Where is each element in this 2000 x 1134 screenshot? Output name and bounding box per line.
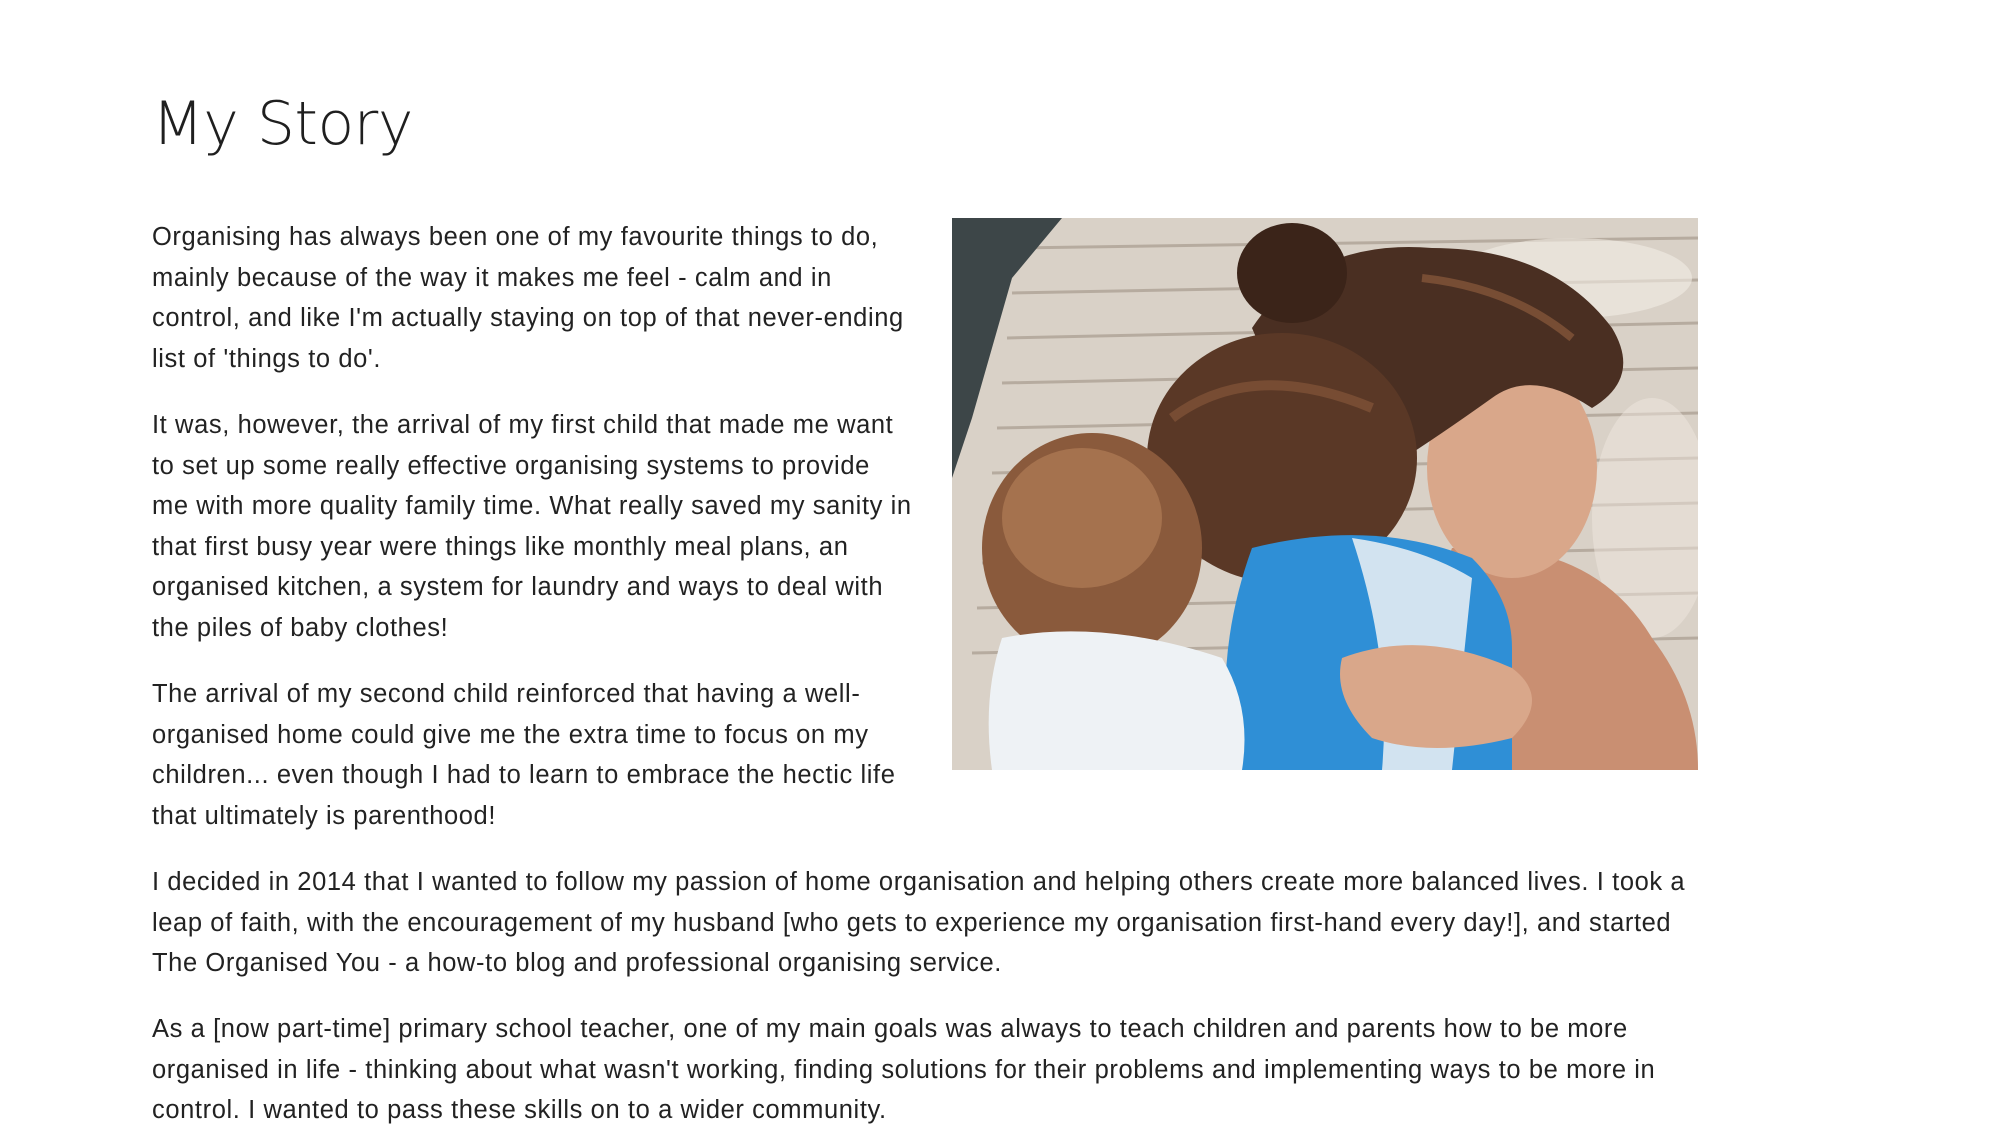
- mother-hugging-child-image: [952, 218, 1698, 770]
- story-paragraph-2: It was, however, the arrival of my first child that made me want to set up some really effective organising systems to provide me with more quality family time. What really saved my sanity in that first busy year were things like monthly meal plans, an organised kitchen, a system for laundry and ways to deal with the piles of baby clothes!: [152, 411, 912, 642]
- hair-bun: [1237, 223, 1347, 323]
- story-paragraph-4: I decided in 2014 that I wanted to follow my passion of home organisation and helping others create more balanced lives. I took a leap of faith, with the encouragement of my husband [who gets to experience my organisation first-hand every day!], and started The Organised You - a how-to blog and professional organising service.: [152, 868, 1686, 977]
- story-photo: [952, 218, 1698, 770]
- story-paragraph-1: Organising has always been one of my favourite things to do, mainly because of the way it makes me feel - calm and in control, and like I'm actually staying on top of that never-ending list of 'things to do'.: [152, 223, 904, 373]
- page-title: My Story: [152, 89, 413, 159]
- story-paragraph-3: The arrival of my second child reinforced that having a well-organised home could give me the extra time to focus on my children... even though I had to learn to embrace the hectic life that ultimately is parenthood!: [152, 680, 896, 830]
- story-paragraph-5: As a [now part-time] primary school teacher, one of my main goals was always to teach children and parents how to be more organised in life - thinking about what wasn't working, finding solutions for their problems and implementing ways to be more in control. I wanted to pass these skills on to a wider community.: [152, 1015, 1656, 1124]
